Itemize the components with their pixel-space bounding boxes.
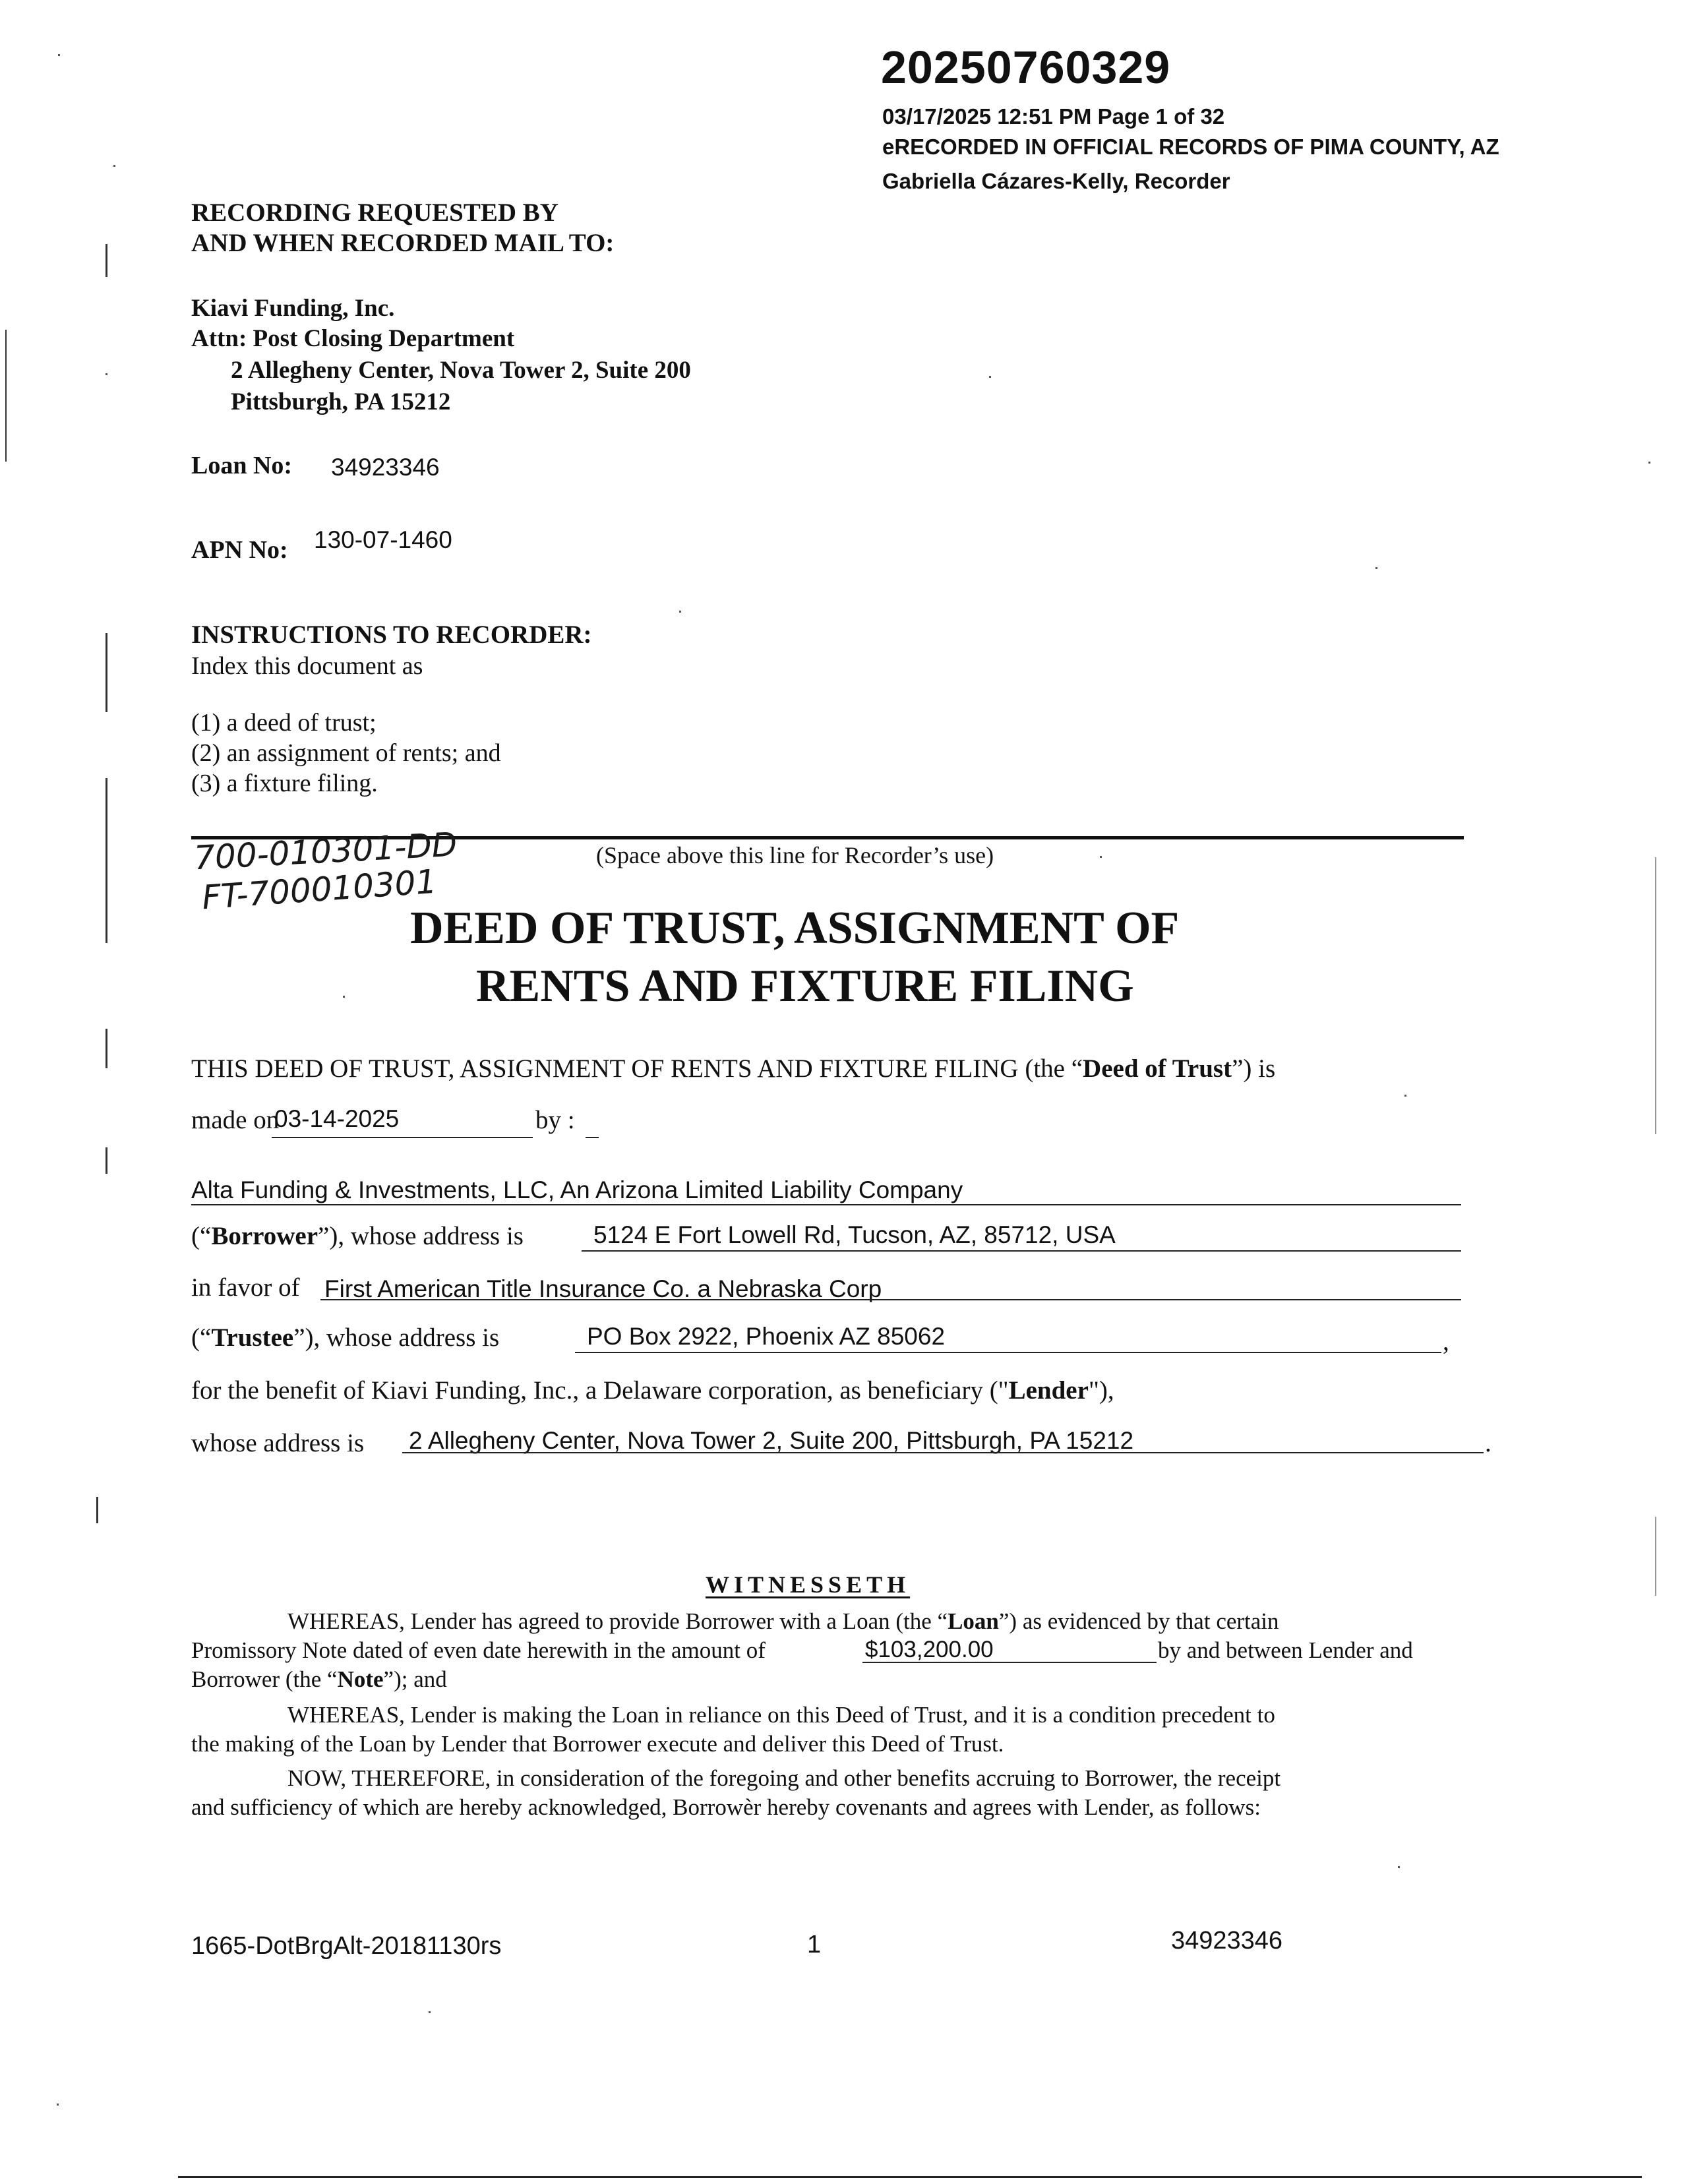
scan-speck (1398, 1866, 1400, 1868)
scan-speck (1648, 462, 1650, 464)
recorder-space-note: (Space above this line for Recorder’s use) (596, 842, 994, 868)
scan-speck (1375, 567, 1377, 569)
trustee-name: First American Title Insurance Co. a Nebraska Corp (324, 1275, 882, 1302)
scan-mark (106, 1147, 107, 1174)
loan-term: Loan (948, 1608, 999, 1634)
benefit-line (191, 1376, 1114, 1405)
scan-mark (106, 778, 107, 943)
scan-mark (1655, 1517, 1656, 1596)
loan-amount-underline (862, 1662, 1157, 1663)
whereas-loan-line2-start: Promissory Note dated of even date herewith in the amount of (191, 1637, 766, 1663)
loan-number-value: 34923346 (331, 454, 440, 481)
scan-mark (5, 330, 7, 462)
scan-mark (96, 1497, 98, 1523)
paragraph-text: ”) as evidenced by that certain (998, 1608, 1279, 1634)
whereas-reliance-line2: the making of the Loan by Lender that Borrower execute and deliver this Deed of Trust. (191, 1731, 1004, 1757)
borrower-name-underline (191, 1204, 1461, 1205)
intro-line1 (191, 1054, 1275, 1083)
scan-mark (106, 1029, 107, 1068)
deed-of-trust-term: Deed of Trust (1083, 1054, 1232, 1083)
mail-to-heading: AND WHEN RECORDED MAIL TO: (191, 229, 615, 257)
trustee-label-text: (“ (191, 1323, 212, 1352)
note-term: Note (337, 1666, 384, 1692)
bottom-scan-line (178, 2176, 1642, 2178)
scan-speck (113, 165, 115, 167)
footer-page-number: 1 (807, 1931, 822, 1958)
benefit-text: for the benefit of Kiavi Funding, Inc., a Delaware corporation, as beneficiary (" (191, 1376, 1009, 1405)
mail-to-address-line1: 2 Allegheny Center, Nova Tower 2, Suite 200 (231, 357, 691, 384)
recording-county: eRECORDED IN OFFICIAL RECORDS OF PIMA COUNTY, AZ (882, 135, 1499, 159)
scan-speck (106, 373, 107, 375)
handwritten-file-number: 700-010301-DD (193, 825, 458, 878)
paragraph-text: WHEREAS, Lender has agreed to provide Borrower with a Loan (the “ (287, 1608, 948, 1634)
borrower-label (191, 1221, 524, 1251)
scan-speck (429, 2011, 431, 2013)
borrower-name: Alta Funding & Investments, LLC, An Arizona Limited Liability Company (191, 1176, 963, 1203)
paragraph-text: ”); and (383, 1666, 447, 1692)
whereas-reliance-line1: WHEREAS, Lender is making the Loan in reliance on this Deed of Trust, and it is a condition precedent to (287, 1702, 1275, 1728)
recording-date-page: 03/17/2025 12:51 PM Page 1 of 32 (882, 104, 1225, 129)
scan-speck (989, 376, 991, 378)
trustee-term: Trustee (211, 1323, 294, 1352)
by-label: by : (535, 1106, 575, 1134)
trustee-address-underline (575, 1352, 1441, 1353)
comma: , (1443, 1327, 1449, 1356)
instruction-item: (3) a fixture filing. (191, 770, 378, 797)
scan-speck (1404, 1095, 1406, 1097)
scan-mark (1655, 857, 1656, 1134)
mail-to-attn: Attn: Post Closing Department (191, 325, 515, 352)
whereas-loan-line1 (287, 1608, 1279, 1635)
recording-number: 20250760329 (881, 42, 1171, 93)
instruction-item: (2) an assignment of rents; and (191, 739, 501, 767)
document-title-line2: RENTS AND FIXTURE FILING (476, 961, 1134, 1012)
by-underline (586, 1137, 599, 1138)
footer-loan-number: 34923346 (1171, 1927, 1283, 1955)
mail-to-company: Kiavi Funding, Inc. (191, 295, 395, 322)
whereas-loan-line2-end: by and between Lender and (1158, 1637, 1413, 1663)
borrower-label-text: (“ (191, 1222, 212, 1250)
scan-speck (1100, 856, 1102, 858)
footer-form-id: 1665-DotBrgAlt-20181130rs (191, 1932, 502, 1960)
document-title-line1: DEED OF TRUST, ASSIGNMENT OF (410, 903, 1180, 954)
witnesseth-heading: WITNESSETH (706, 1571, 911, 1598)
made-on-date: 03-14-2025 (274, 1105, 400, 1132)
instruction-item: (1) a deed of trust; (191, 709, 377, 737)
borrower-term: Borrower (211, 1222, 318, 1250)
whereas-loan-line3 (191, 1666, 447, 1693)
lender-address-underline (402, 1452, 1484, 1453)
now-therefore-line2: and sufficiency of which are hereby acknowledged, Borrowèr hereby covenants and agrees with Lender, as follows: (191, 1794, 1261, 1820)
apn-label: APN No: (191, 536, 288, 564)
borrower-address: 5124 E Fort Lowell Rd, Tucson, AZ, 85712, USA (593, 1221, 1116, 1248)
lender-address-label: whose address is (191, 1429, 365, 1457)
scan-mark (106, 244, 107, 277)
instructions-heading: INSTRUCTIONS TO RECORDER: (191, 621, 592, 649)
recording-requested-heading: RECORDING REQUESTED BY (191, 198, 558, 227)
instructions-intro: Index this document as (191, 652, 423, 680)
trustee-label-text: ”), whose address is (293, 1323, 500, 1352)
loan-amount: $103,200.00 (865, 1637, 994, 1662)
trustee-label (191, 1323, 499, 1352)
date-underline (272, 1137, 533, 1138)
intro-text: THIS DEED OF TRUST, ASSIGNMENT OF RENTS AND FIXTURE FILING (the “ (191, 1054, 1083, 1083)
trustee-name-underline (320, 1299, 1461, 1300)
mail-to-address-line2: Pittsburgh, PA 15212 (231, 388, 451, 415)
period: . (1485, 1429, 1492, 1457)
benefit-text: "), (1088, 1376, 1114, 1405)
borrower-label-text: ”), whose address is (318, 1222, 524, 1250)
made-on-label: made on (191, 1106, 280, 1134)
scan-speck (58, 54, 60, 56)
scan-mark (106, 633, 107, 712)
scan-speck (679, 611, 681, 613)
paragraph-text: Borrower (the “ (191, 1666, 338, 1692)
apn-value: 130-07-1460 (314, 526, 452, 553)
borrower-address-underline (582, 1250, 1461, 1252)
recorder-name: Gabriella Cázares-Kelly, Recorder (882, 169, 1230, 193)
intro-text: ”) is (1232, 1054, 1276, 1083)
now-therefore-line1: NOW, THEREFORE, in consideration of the foregoing and other benefits accruing to Borrower, the receipt (287, 1765, 1281, 1791)
scan-speck (343, 996, 345, 998)
lender-term: Lender (1008, 1376, 1089, 1405)
lender-address: 2 Allegheny Center, Nova Tower 2, Suite 200, Pittsburgh, PA 15212 (409, 1427, 1134, 1454)
trustee-address: PO Box 2922, Phoenix AZ 85062 (587, 1323, 946, 1350)
handwritten-order-number: FT-700010301 (200, 862, 438, 917)
in-favor-label: in favor of (191, 1273, 300, 1302)
scan-speck (57, 2104, 59, 2106)
loan-number-label: Loan No: (191, 452, 293, 479)
